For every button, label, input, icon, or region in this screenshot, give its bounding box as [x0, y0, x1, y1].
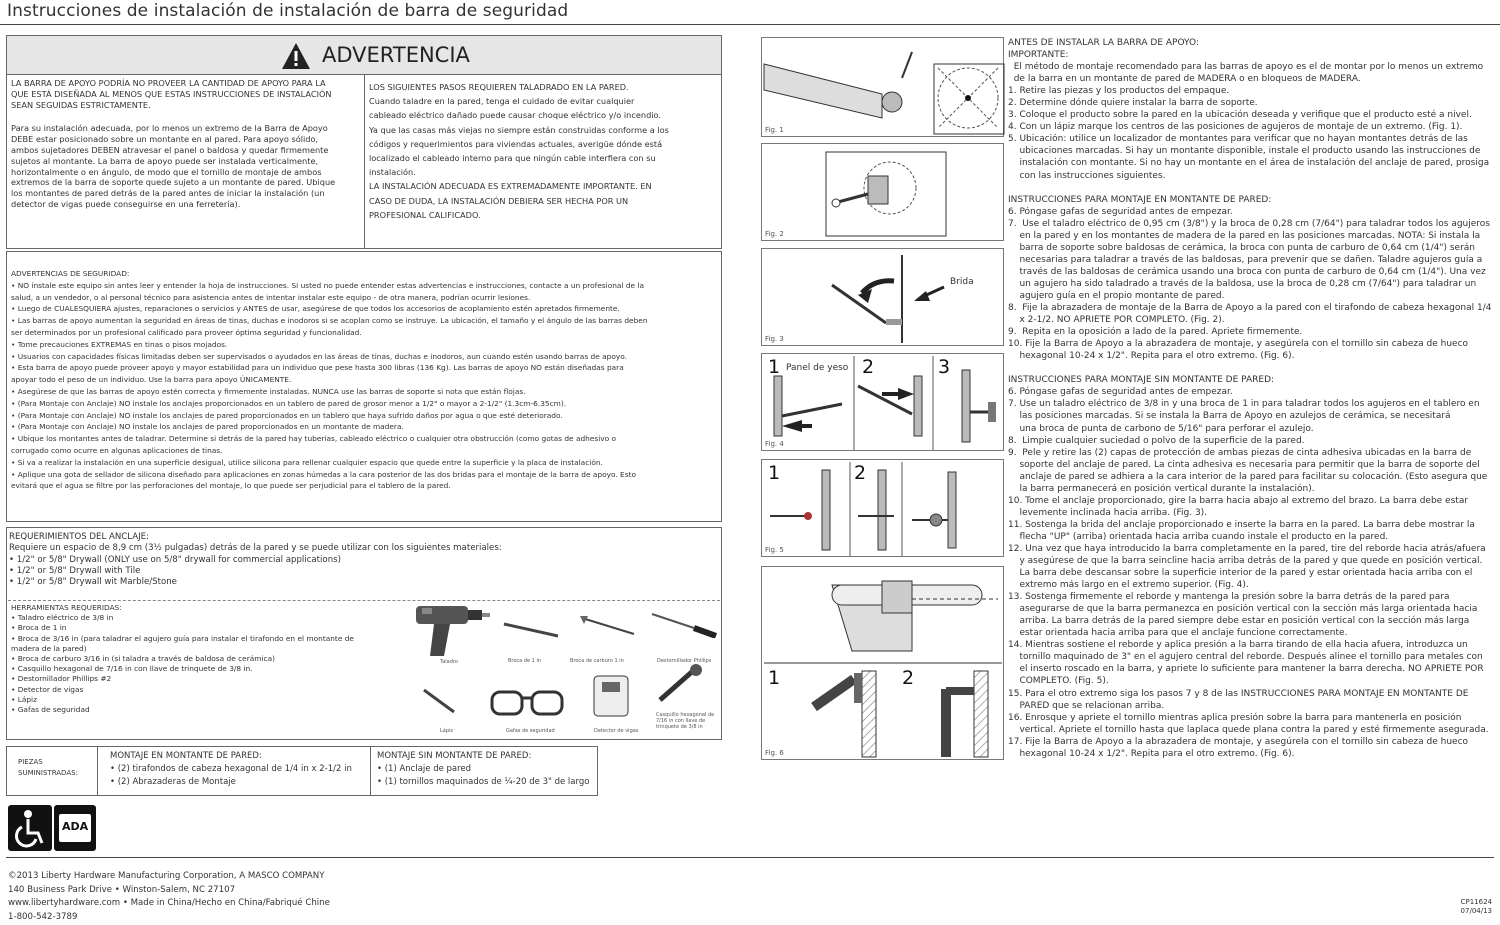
instruction-line: 9. Repita en la oposición a lado de la pared. Apriete firmemente. — [1008, 327, 1303, 338]
instruction-line: instalación con montante. Si no hay un montante en el área de instalación del anclaje de pared, prosiga — [1008, 158, 1490, 169]
instruction-line: 8. Fije la abrazadera de montaje de la Barra de Apoyo a la pared con el tirafondo de cabeza hexagonal 1/4 — [1008, 303, 1492, 314]
text-line: salud, a un vendedor, o al personal técnico para asistencia antes de intentar instalar este equipo - de otra manera, podrían ocurrir lesiones. — [11, 292, 531, 302]
warning-header — [7, 36, 721, 75]
instruction-line: estar orientada hacia arriba para que el anclaje funcione correctamente. — [1008, 628, 1348, 639]
instruction-line: tornillo maquinado de 3" en el agujero central del reborde. Después alinee el tornillo para metales con — [1008, 652, 1483, 663]
warning-left-body — [11, 123, 361, 209]
instruction-line: IMPORTANTE: — [1008, 50, 1069, 61]
text-line: • NO instale este equipo sin antes leer y entender la hoja de instrucciones. Si usted no puede entender estas advertencias e instrucciones, contacte a un profesional de la — [11, 280, 645, 290]
text-line: Requiere un espacio de 8,9 cm (3½ pulgadas) detrás de la pared y se puede utilizar con los siguientes materiales: — [9, 543, 502, 554]
glasses-caption: Gafas de seguridad — [506, 728, 555, 734]
text-line: • Tome precauciones EXTREMAS en tinas o pisos mojados. — [11, 339, 228, 349]
warning-icon — [281, 42, 311, 70]
instruction-line: una broca de punta de carbono de 5/16" para perforar el azulejo. — [1008, 423, 1314, 434]
instruction-line: INSTRUCCIONES PARA MONTAJE SIN MONTANTE DE PARED: — [1008, 375, 1275, 386]
text-line: ser determinados por un profesional calificado para proveer óptima seguridad y funcionalidad. — [11, 327, 362, 337]
doc-date: 07/04/13 — [1460, 907, 1492, 915]
text-line: LOS SIGUIENTES PASOS REQUIEREN TALADRADO EN LA PARED. — [369, 82, 629, 92]
screwdriver-caption: Destornillador Phillips — [657, 658, 712, 664]
footer-code — [1461, 898, 1492, 916]
text-line: • (1) Anclaje de pared — [377, 764, 472, 774]
instruction-line: 7. Use un taladro eléctrico de 3/8 in y una broca de 1 in para taladrar todos los agujeros en el tablero en — [1008, 399, 1480, 410]
instruction-line: 15. Para el otro extremo siga los pasos 7 y 8 de las INSTRUCCIONES PARA MONTAJE EN MONTANTE DE — [1008, 688, 1469, 699]
instruction-line: ubicaciones marcadas. Si hay un montante disponible, instale el producto usando las instrucciones de — [1008, 146, 1481, 157]
text-line: los montantes de pared detrás de la pared antes de iniciar la instalación (un — [11, 188, 325, 199]
instruction-line: levemente inclinada hacia arriba. (Fig. 3). — [1008, 507, 1208, 518]
text-line: Cuando taladre en la pared, tenga el cuidado de evitar cualquier — [369, 96, 635, 107]
text-line: QUE ESTÁ DISEÑADA AL MENOS QUE ESTAS INSTRUCCIONES DE INSTALACIÓN — [11, 88, 332, 99]
text-line: • (1) tornillos maquinados de ¼-20 de 3" de largo — [377, 777, 590, 787]
text-line: www.libertyhardware.com • Made in China/Hecho en China/Fabriqué Chine — [8, 898, 330, 908]
tool-item: • Taladro eléctrico de 3/8 in — [11, 613, 114, 623]
text-line: Ya que las casas más viejas no siempre están construidas conforme a los — [369, 124, 669, 135]
text-line: cableado eléctrico dañado puede causar choque eléctrico y/o incendio. — [369, 110, 662, 121]
text-line: • Asegúrese de que las barras de apoyo estén correcta y firmemente instaladas. NUNCA use las barras de soporte si nota que están flojas. — [11, 386, 526, 396]
text-line: corrugado como ocurre en algunas aplicaciones de tinas. — [11, 445, 223, 455]
instruction-line: 13. Sostenga firmemente el reborde y mantenga la presión sobre la barra detrás de la pared para — [1008, 592, 1450, 603]
tool-item: • Broca de 1 in — [11, 623, 67, 633]
text-line: • (Para Montaje con Anclaje) NO instale los anclajes de pared proporcionados en un tablero que haya sufrido daños por agua o que esté deteriorado. — [11, 410, 563, 420]
anchor-heading: REQUERIMIENTOS DEL ANCLAJE: — [9, 532, 149, 542]
text-line: 140 Business Park Drive • Winston-Salem, NC 27107 — [8, 884, 236, 895]
instruction-line: 5. Ubicación: utilice un localizador de montantes para verificar que no hayan montantes detrás de las — [1008, 134, 1468, 145]
instruction-line: 8. Limpie cualquier suciedad o polvo de la superficie de la pared. — [1008, 435, 1305, 446]
instruction-line: y asegúrese de que la barra seincline hacia arriba detrás de la pared y que quede en posición vertical. — [1008, 556, 1483, 567]
figure-2-label: Fig. 2 — [765, 230, 784, 238]
text-line: ©2013 Liberty Hardware Manufacturing Corporation, A MASCO COMPANY — [8, 871, 325, 881]
instruction-line: hexagonal 10-24 x 1/2". Repita para el otro extremo. (Fig. 6). — [1008, 351, 1295, 362]
text-line: SEAN SEGUIDAS ESTRICTAMENTE. — [11, 99, 151, 110]
bit-icon — [502, 620, 562, 640]
instruction-line: arriba. La barra detrás de la pared siempre debe estar en posición vertical con la sección más larga — [1008, 616, 1470, 627]
bit-caption: Broca de 1 in — [508, 658, 542, 664]
text-line: • 1/2" or 5/8" Drywall wit Marble/Stone — [9, 577, 177, 588]
tool-item: • Lápiz — [11, 694, 37, 704]
stud-finder-caption: Detector de vigas — [594, 728, 639, 734]
instruction-line: PARED que se relacionan arriba. — [1008, 700, 1165, 711]
text-line: • Luego de CUALESQUIERA ajustes, reparaciones o servicios y ANTES de usar, asegúrese de que todos los accesorios de acoplamiento estén apretados firmemente. — [11, 304, 620, 314]
instruction-line: hexagonal 10-24 x 1/2". Repita para el otro extremo. (Fig. 6). — [1008, 748, 1295, 759]
instruction-line: 9. Pele y retire las (2) capas de protección de ambas piezas de cinta adhesiva ubicadas en la barra de — [1008, 447, 1472, 458]
instruction-line: El método de montaje recomendado para las barras de apoyo es el de montar por lo menos un extremo — [1008, 62, 1484, 73]
instruction-line: INSTRUCCIONES PARA MONTAJE EN MONTANTE DE PARED: — [1008, 194, 1272, 205]
text-line: evitará que el agua se filtre por las perforaciones del montaje, lo que puede ser perjudicial para el tablero de la pared. — [11, 481, 451, 491]
panel-label: Panel de yeso — [786, 363, 849, 373]
step-number-1: 1 — [768, 667, 781, 689]
text-line: 1-800-542-3789 — [8, 911, 78, 922]
figure-3-label: Fig. 3 — [765, 335, 784, 343]
text-line: ambos sujetadores DEBEN atravesar el panel o baldosa y quedar firmemente — [11, 144, 329, 155]
text-line: • (2) Abrazaderas de Montaje — [110, 777, 236, 787]
instruction-line: COMPLETO. (Fig. 5). — [1008, 676, 1109, 687]
instructions-column — [1008, 37, 1492, 760]
text-line: PIEZAS — [18, 758, 43, 766]
parts-divider-1 — [97, 746, 98, 796]
stud-finder-icon — [590, 672, 634, 720]
text-line: • 1/2" or 5/8" Drywall (ONLY use on 5/8" drywall for commercial applications) — [9, 554, 341, 565]
instruction-line: 11. Sostenga la brida del anclaje proporcionado e inserte la barra en la pared. La barra debe mostrar la — [1008, 519, 1475, 530]
instruction-line: anclaje de pared se adhiera a la cara interior de la pared para facilitar su colocación. (Esto asegura que — [1008, 471, 1488, 482]
text-line: • Si va a realizar la instalación en una superficie desigual, utilice silicona para rellenar cualquier espacio que quede entre la superficie y la placa de instalación. — [11, 457, 603, 467]
accessibility-icon — [8, 805, 52, 851]
text-line: LA INSTALACIÓN ADECUADA ES EXTREMADAMENTE IMPORTANTE. EN — [369, 181, 652, 192]
figure-2 — [761, 143, 1004, 241]
figure-5 — [761, 459, 1004, 557]
figure-5-label: Fig. 5 — [765, 546, 784, 554]
instruction-line: través de las baldosas de cerámica usando una broca con punta de carburo de 0,64 cm (1/4"). Una vez — [1008, 266, 1486, 277]
text-line: SUMINISTRADAS: — [18, 769, 78, 777]
instruction-line: x 2-1/2. NO APRIETE POR COMPLETO. (Fig. 2). — [1008, 315, 1225, 326]
text-line: detector de vigas puede conseguirse en una ferretería). — [11, 198, 241, 209]
footer-rule — [6, 857, 1494, 858]
instruction-line: con las instrucciones siguientes. — [1008, 170, 1166, 181]
socket-wrench-icon — [654, 662, 710, 706]
warning-left-caps — [11, 78, 361, 110]
tool-item: • Destornillador Phillips #2 — [11, 674, 112, 684]
figure-4 — [761, 353, 1004, 451]
anchor-divider — [8, 600, 720, 601]
text-line: PROFESIONAL CALIFICADO. — [369, 209, 481, 220]
instruction-line: 4. Con un lápiz marque los centros de las posiciones de agujeros de montaje de un extremo. (Fig. 1). — [1008, 122, 1463, 133]
figure-4-label: Fig. 4 — [765, 440, 784, 448]
text-line: • Esta barra de apoyo puede proveer apoyo y mayor estabilidad para un individuo que pese hasta 300 libras (136 Kg). Las barras de apoyo NO están diseñadas para — [11, 363, 624, 373]
text-line: sujetos al montante. La barra de apoyo puede ser instalada verticalmente, — [11, 155, 319, 166]
text-line: • (Para Montaje con Anclaje) NO instale los anclajes de pared proporcionados en un montante de madera. — [11, 422, 404, 432]
tools-heading: HERRAMIENTAS REQUERIDAS: — [11, 603, 122, 612]
instruction-line: 12. Una vez que haya introducido la barra completamente en la pared, tire del reborde hacia atrás/afuera — [1008, 543, 1486, 554]
glasses-icon — [488, 684, 568, 720]
instruction-line: la barra permanecerá en posición vertical durante la instalación). — [1008, 483, 1315, 494]
instruction-line: un agujero ha sido taladrado a través de la baldosa, use la broca de 0,28 cm (7/64") para taladrar un — [1008, 278, 1477, 289]
text-line: Para su instalación adecuada, por lo menos un extremo de la Barra de Apoyo — [11, 123, 328, 134]
page-title: Instrucciones de instalación de instalación de barra de seguridad — [7, 1, 569, 21]
instruction-line: soporte del anclaje de pared. La cinta adhesiva es necesaria para permitir que la barra de soporte del — [1008, 459, 1480, 470]
text-line: • (Para Montaje con Anclaje) NO instale los anclajes proporcionados en un tablero de pared de grosor menor a 1/2" o mayor a 2-1/2" (1.3cm-6.35cm). — [11, 398, 567, 408]
figure-6 — [761, 566, 1004, 760]
brida-label: Brida — [950, 277, 974, 287]
instruction-line: 2. Determine dónde quiere instalar la barra de soporte. — [1008, 98, 1258, 109]
ada-label: ADA — [62, 820, 89, 833]
step-number-2: 2 — [862, 356, 875, 378]
pencil-caption: Lápiz — [440, 728, 454, 734]
parts-nostud — [377, 750, 589, 789]
instruction-line: 14. Mientras sostiene el reborde y aplica presión a la barra tirando de ella hacia afuera, introduzca un — [1008, 640, 1468, 651]
text-line: códigos y requerimientos para viviendas actuales, averigüe dónde está — [369, 138, 663, 149]
warning-left — [11, 78, 361, 210]
text-line: • (2) tirafondos de cabeza hexagonal de 1/4 in x 2-1/2 in — [110, 764, 352, 774]
instruction-line: 1. Retire las piezas y los productos del empaque. — [1008, 86, 1230, 97]
instruction-line: 6. Póngase gafas de seguridad antes de empezar. — [1008, 206, 1233, 217]
tool-item: madera de la pared) — [11, 643, 87, 653]
instruction-line: barra de soporte sobre baldosas de cerámica, la broca con punta de carburo de 0,64 cm (1/4") serán — [1008, 242, 1475, 253]
instruction-line: agujero guía en el propio montante de pared. — [1008, 290, 1225, 301]
parts-stud-title: MONTAJE EN MONTANTE DE PARED: — [110, 751, 262, 761]
safety-text — [11, 268, 719, 492]
figure-1 — [761, 37, 1004, 137]
instruction-line: las posiciones marcadas. Si se instala la Barra de Apoyo en azulejos de cerámica, se necesitará — [1008, 411, 1451, 422]
instruction-line: 16. Enrosque y apriete el tornillo mientras aplica presión sobre la barra para mantenerla en posición — [1008, 712, 1462, 723]
instruction-line: 10. Fije la Barra de Apoyo a la abrazadera de montaje, y asegúrela con el tornillo sin cabeza de hueco — [1008, 339, 1469, 350]
instruction-line: asegurarse de que la barra permanezca en posición vertical con la sección más larga orientada hacia — [1008, 604, 1478, 615]
carbide-bit-icon — [578, 614, 638, 638]
instruction-line: flecha "UP" (arriba) orientada hacia arriba cuando instale el producto en la pared. — [1008, 531, 1389, 542]
instruction-line — [1008, 362, 1492, 374]
drill-icon — [412, 600, 492, 660]
instruction-line — [1008, 182, 1492, 194]
warning-divider — [364, 74, 365, 249]
text-line: DEBE estar posicionado sobre un montante en al pared. Para apoyo sólido, — [11, 134, 319, 145]
tools-text — [11, 603, 411, 715]
instruction-line: 10. Tome el anclaje proporcionado, gire la barra hacia abajo al extremo del brazo. La barra debe estar — [1008, 495, 1469, 506]
instruction-line: 17. Fije la Barra de Apoyo a la abrazadera de montaje, y asegúrela con el tornillo sin cabeza de hueco — [1008, 736, 1469, 747]
safety-heading: ADVERTENCIAS DE SEGURIDAD: — [11, 269, 130, 278]
tool-item: • Detector de vigas — [11, 684, 84, 694]
tool-item: • Broca de 3/16 in (para taladrar el agujero guía para instalar el tirafondo en el montante de — [11, 633, 354, 643]
instruction-line: vertical. Apriete el tornillo hasta que laplaca quede plana contra la pared y esté firmemente asegurada. — [1008, 724, 1489, 735]
parts-divider-2 — [370, 746, 371, 796]
instruction-line: en la pared y en los montantes de madera de la pared en las posiciones marcadas. NOTA: Si instala la — [1008, 230, 1481, 241]
instruction-line: necesarias para taladrar a través de las baldosas, para prevenir que se dañen. Taladre agujeros guía a — [1008, 254, 1483, 265]
figure-6-label: Fig. 6 — [765, 749, 784, 757]
step-number-1: 1 — [768, 356, 781, 378]
text-line: • Aplique una gota de sellador de silicona diseñado para aplicaciones en zonas húmedas a la cara posterior de las dos bridas para el montaje de la barra de apoyo. Esto — [11, 469, 636, 479]
instruction-line: de la barra en un montante de pared de MADERA o en bloqueos de MADERA. — [1008, 74, 1361, 85]
instruction-line: extremo más largo en el extremo superior. (Fig. 4). — [1008, 580, 1249, 591]
text-line: • Ubique los montantes antes de taladrar. Determine si detrás de la pared hay tuberías, cableado eléctrico o cualquier otra obstrucción (como gotas de adhesivo o — [11, 434, 617, 444]
instruction-line: La barra debe descansar sobre la superficie interior de la pared y estar orientada hacia arriba con el — [1008, 568, 1473, 579]
text-line: instalación. — [369, 167, 416, 178]
instruction-line: 6. Póngase gafas de seguridad antes de empezar. — [1008, 387, 1233, 398]
anchor-text — [9, 532, 709, 588]
text-line: apoyar todo el peso de un individuo. Use la barra para apoyo ÚNICAMENTE. — [11, 375, 292, 385]
text-line: • 1/2" or 5/8" Drywall with Tile — [9, 565, 141, 576]
warning-heading: ADVERTENCIA — [322, 43, 470, 67]
text-line: localizado el cableado interno para que ningún cable interfiera con su — [369, 153, 656, 164]
text-line: • Las barras de apoyo aumentan la seguridad en áreas de tinas, duchas e inodoros si se acoplan como se instruye. La ubicación, el tamaño y el ángulo de las barras deben — [11, 316, 648, 326]
figure-1-label: Fig. 1 — [765, 126, 784, 134]
pencil-icon — [422, 688, 458, 716]
step-number-3: 3 — [938, 356, 951, 378]
instruction-line: el inserto roscado en la barra, y apriete lo suficiente para mantener la barra derecha. NO APRIETE POR — [1008, 664, 1484, 675]
parts-stud — [110, 750, 352, 789]
step-number-2: 2 — [902, 667, 915, 689]
tool-item: • Casquillo hexagonal de 7/16 in con llave de trinquete de 3/8 in. — [11, 664, 253, 674]
step-number-2: 2 — [854, 462, 867, 484]
doc-code: CP11624 — [1460, 898, 1492, 906]
socket-wrench-caption: Casquillo hexagonal de 7/16 in con llave de trinquete de 3/8 in — [656, 712, 715, 730]
step-number-1: 1 — [768, 462, 781, 484]
drill-caption: Taladro — [440, 659, 458, 665]
parts-nostud-title: MONTAJE SIN MONTANTE DE PARED: — [377, 751, 532, 761]
footer-text — [8, 870, 330, 924]
tool-item: • Gafas de seguridad — [11, 705, 90, 715]
title-rule — [0, 24, 1500, 25]
text-line: extremos de la barra de soporte quede sujeto a un montante de pared. Ubique — [11, 177, 336, 188]
text-line: LA BARRA DE APOYO PODRÍA NO PROVEER LA CANTIDAD DE APOYO PARA LA — [11, 78, 326, 88]
tool-item: • Broca de carburo 3/16 in (si taladra a través de baldosa de cerámica) — [11, 654, 276, 664]
text-line: • Usuarios con capacidades físicas limitadas deben ser supervisados o ayudados en las áreas de tinas, duchas e inodoros, aun cuando estén usando barras de apoyo. — [11, 351, 627, 361]
text-line: CASO DE DUDA, LA INSTALACIÓN DEBIERA SER HECHA POR UN — [369, 195, 629, 206]
figure-3 — [761, 248, 1004, 346]
ada-badge — [54, 805, 96, 851]
screwdriver-icon — [650, 612, 718, 638]
instruction-line: 7. Use el taladro eléctrico de 0,95 cm (3/8") y la broca de 0,28 cm (7/64") para taladrar todos los agujeros — [1008, 218, 1490, 229]
parts-label — [18, 757, 78, 779]
instruction-line: 3. Coloque el producto sobre la pared en la ubicación deseada y verifique que el producto esté a nivel. — [1008, 110, 1472, 121]
text-line: horizontalmente o en ángulo, de modo que el tornillo de montaje de ambos — [11, 166, 322, 177]
warning-right — [369, 80, 719, 222]
carbide-bit-caption: Broca de carburo 1 in — [570, 658, 624, 664]
instruction-line: ANTES DE INSTALAR LA BARRA DE APOYO: — [1008, 38, 1200, 48]
